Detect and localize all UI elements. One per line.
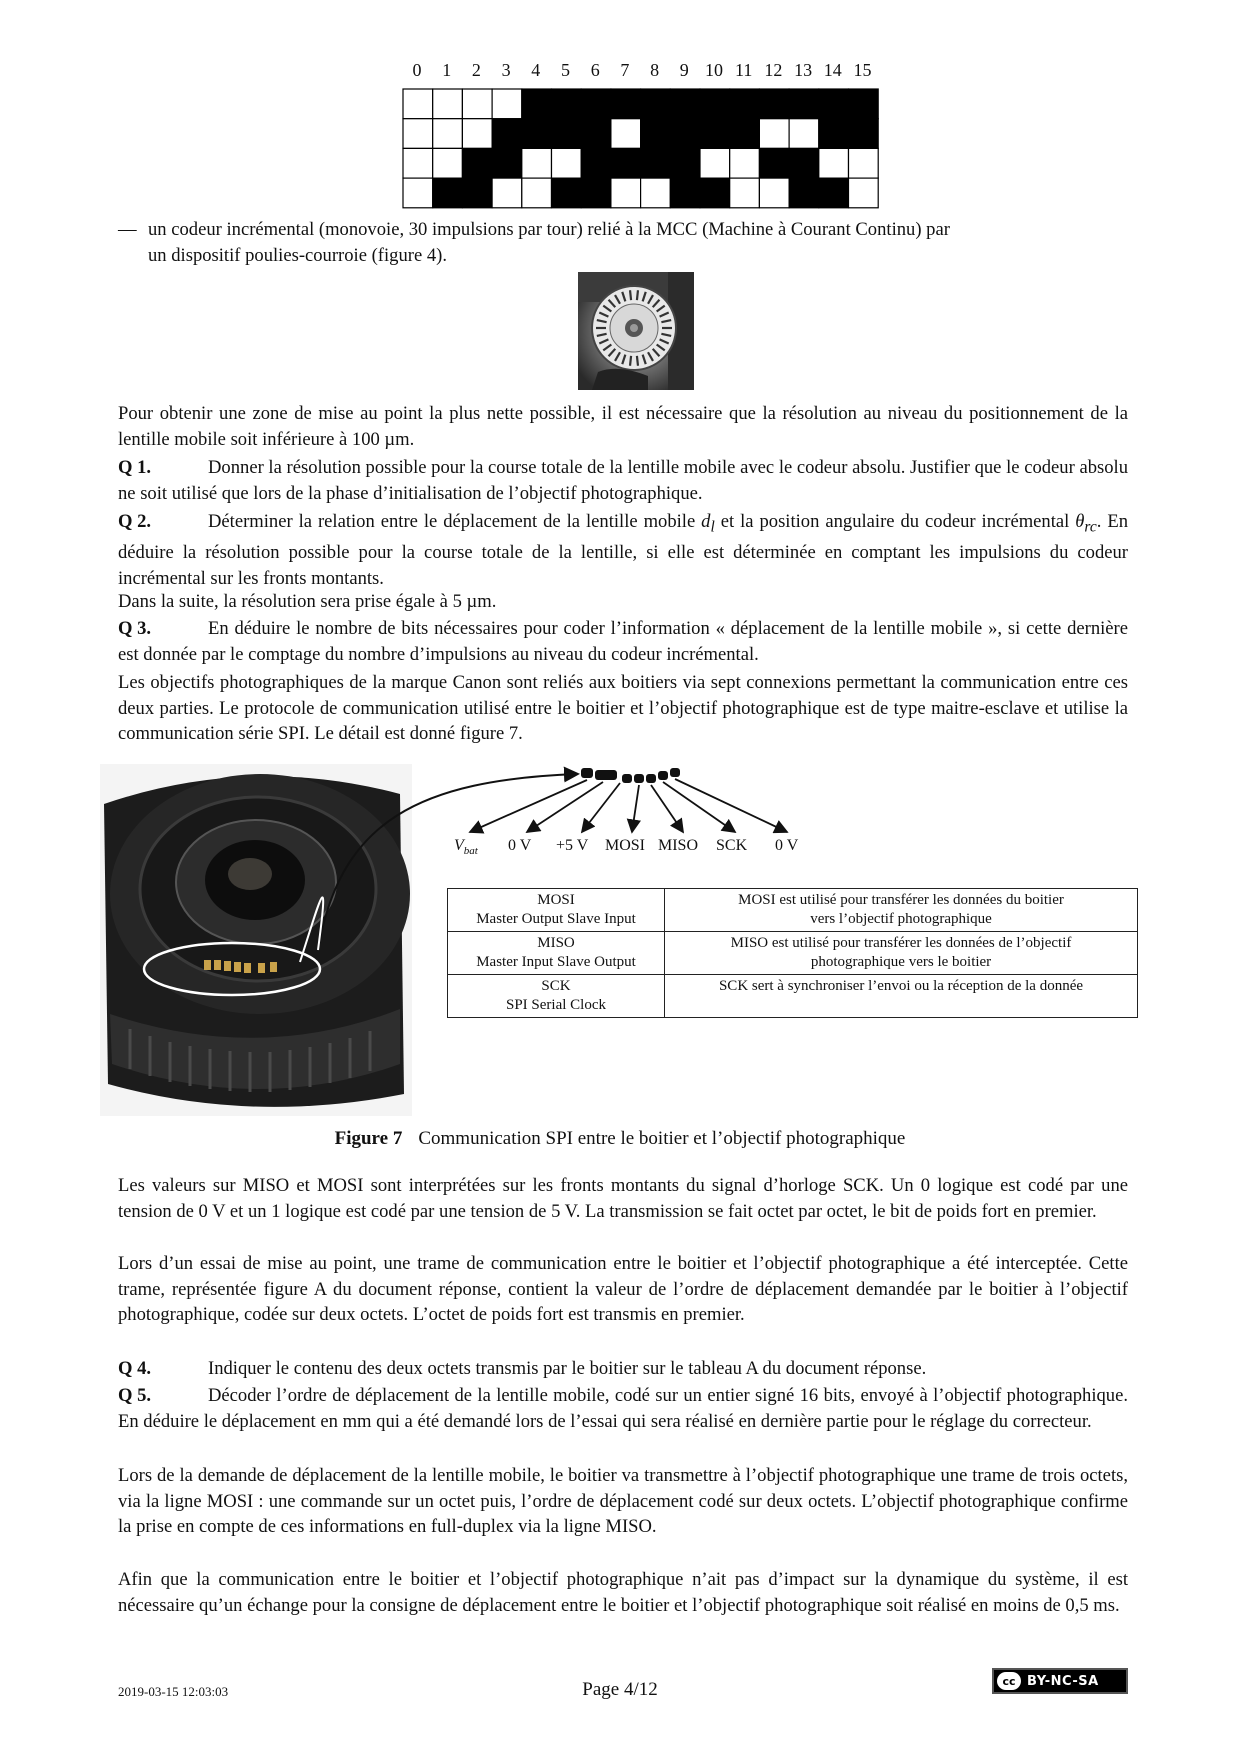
license-badge [992, 1668, 1128, 1694]
grid-column-label: 4 [531, 60, 541, 80]
spi-signals-table [447, 888, 1138, 1018]
question-3-text: En déduire le nombre de bits nécessaires pour coder l’information « déplacement de la lentille mobile », si cette dernière est donnée par le comptage du nombre d’impulsions au niveau du codeur incrémental. [118, 618, 1128, 665]
pin-label-5v: +5 V [556, 837, 589, 854]
grid-column-label: 14 [823, 60, 842, 80]
grid-column-label: 10 [705, 60, 723, 80]
question-3 [118, 616, 1128, 667]
grid-cell-black [759, 89, 789, 119]
table-row [448, 975, 1138, 1018]
resolution-note: Dans la suite, la résolution sera prise égale à 5 µm. [118, 591, 497, 612]
description-line: MISO est utilisé pour transférer les données de l’objectif [730, 935, 1072, 951]
question-4 [118, 1356, 1128, 1382]
grid-cell-black [641, 148, 671, 178]
grid-cell-white [462, 89, 492, 119]
table-row [448, 932, 1138, 975]
grid-cell-black [670, 119, 700, 149]
grid-cell-white [730, 178, 760, 208]
figure-caption [0, 1128, 1240, 1150]
grid-cell-white [759, 178, 789, 208]
signal-name: MISO [537, 935, 575, 951]
grid-cell-black [581, 178, 611, 208]
pin-label-sck: SCK [716, 837, 748, 854]
grid-cell-black [552, 119, 582, 149]
grid-cell-black [581, 148, 611, 178]
grid-column-label: 15 [853, 60, 872, 80]
signal-full-name: Master Output Slave Input [476, 911, 636, 927]
grid-cell-white [433, 148, 463, 178]
question-5-label: Q 5. [118, 1385, 152, 1406]
question-5-text: Décoder l’ordre de déplacement de la lentille mobile, codé sur un entier signé 16 bits, envoyé à l’objectif photographique. En déduire le déplacement en mm qui a été demandé lors de l’essai qui sera réalisé en dernière partie pour le réglage du correcteur. [118, 1385, 1128, 1432]
grid-cell-white [819, 148, 849, 178]
grid-column-label: 2 [471, 60, 481, 80]
grid-cell-white [641, 178, 671, 208]
question-2 [118, 509, 1128, 591]
license-text: BY-NC-SA [1027, 1673, 1099, 1689]
question-4-label: Q 4. [118, 1358, 152, 1379]
mosi-frame-paragraph: Lors de la demande de déplacement de la lentille mobile, le boitier va transmettre à l’objectif photographique une trame de trois octets, via la ligne MOSI : une commande sur un octet puis, l’ordre de déplacement codé sur deux octets. L’objectif photographique confirme la prise en compte de ces informations en full-duplex via la ligne MISO. [118, 1465, 1128, 1537]
incremental-encoder-bullet [118, 217, 1128, 268]
grid-cell-white [700, 148, 730, 178]
question-1-label: Q 1. [118, 457, 152, 478]
grid-cell-black [700, 119, 730, 149]
grid-cell-black [849, 119, 879, 149]
pin-label-vbat [454, 837, 478, 857]
grid-cell-black [849, 89, 879, 119]
description-cell [665, 975, 1138, 1018]
grid-cell-white [492, 89, 522, 119]
grid-cell-black [552, 89, 582, 119]
grid-cell-black [700, 89, 730, 119]
question-2-text-b: et la position angulaire du codeur incrémental [714, 511, 1076, 532]
table-row [448, 889, 1138, 932]
grid-column-label: 12 [764, 60, 783, 80]
grid-column-label: 6 [590, 60, 600, 80]
grid-cell-white [789, 119, 819, 149]
grid-cell-white [849, 148, 879, 178]
grid-cell-white [462, 119, 492, 149]
canon-paragraph: Les objectifs photographiques de la marque Canon sont reliés aux boitiers via sept connexions permettant la communication entre ces deux parties. Le protocole de communication utilisé entre le boitier et l’objectif photographique est de type maitre-esclave et utilise la communication série SPI. Le détail est donné figure 7. [118, 672, 1128, 744]
grid-cell-black [730, 89, 760, 119]
description-cell [665, 889, 1138, 932]
signal-full-name: Master Input Slave Output [476, 954, 636, 970]
question-5 [118, 1383, 1128, 1434]
absolute-encoder-code-table [402, 88, 879, 209]
pin-label-miso: MISO [658, 837, 699, 854]
grid-cell-black [641, 119, 671, 149]
question-2-label: Q 2. [118, 511, 152, 532]
grid-column-label: 8 [650, 60, 660, 80]
spi-levels-paragraph: Les valeurs sur MISO et MOSI sont interprétées sur les fronts montants du signal d’horloge SCK. Un 0 logique est codé par une tension de 0 V et un 1 logique est codé par une tension de 5 V. La transmission se fait octet par octet, le bit de poids fort en premier. [118, 1175, 1128, 1222]
var-theta-sub: rc [1084, 518, 1097, 536]
signal-name: MOSI [537, 892, 575, 908]
grid-cell-black [641, 89, 671, 119]
grid-cell-white [849, 178, 879, 208]
grid-column-label: 11 [735, 60, 753, 80]
pin-label-0v-1: 0 V [508, 837, 532, 854]
grid-cell-black [819, 119, 849, 149]
bullet-line-1: un codeur incrémental (monovoie, 30 impulsions par tour) relié à la MCC (Machine à Courant Continu) par [148, 219, 950, 240]
creative-commons-icon: cc [997, 1672, 1021, 1690]
grid-cell-black [462, 148, 492, 178]
pin-label-mosi: MOSI [605, 837, 646, 854]
grid-cell-black [789, 89, 819, 119]
grid-column-label: 3 [501, 60, 511, 80]
grid-cell-black [581, 89, 611, 119]
incremental-encoder-photo [578, 272, 694, 390]
grid-column-label: 7 [620, 60, 630, 80]
var-theta: θ [1075, 511, 1085, 532]
grid-cell-black [492, 119, 522, 149]
signal-name: SCK [541, 978, 571, 994]
pin-vbat-sub: bat [463, 845, 478, 858]
signal-cell [448, 932, 665, 975]
grid-cell-black [670, 178, 700, 208]
grid-cell-black [700, 178, 730, 208]
description-line: SCK sert à synchroniser l’envoi ou la réception de la donnée [718, 978, 1084, 994]
lens-mount-photo [100, 764, 412, 1116]
grid-cell-white [522, 178, 552, 208]
grid-cell-white [403, 89, 433, 119]
intro-paragraph: Pour obtenir une zone de mise au point la plus nette possible, il est nécessaire que la résolution au niveau du positionnement de la lentille mobile soit inférieure à 100 µm. [118, 403, 1128, 450]
grid-cell-black [522, 119, 552, 149]
var-dl: d [701, 511, 711, 532]
grid-cell-black [819, 178, 849, 208]
grid-cell-white [433, 119, 463, 149]
grid-cell-black [670, 148, 700, 178]
grid-cell-black [611, 148, 641, 178]
question-3-label: Q 3. [118, 618, 152, 639]
grid-cell-white [730, 148, 760, 178]
var-dl-sub: l [710, 518, 715, 536]
grid-column-label: 13 [794, 60, 813, 80]
signal-cell [448, 975, 665, 1018]
bullet-dash: — [118, 219, 137, 240]
description-line: MOSI est utilisé pour transférer les données du boitier [738, 892, 1064, 908]
grid-cell-white [552, 148, 582, 178]
grid-cell-black [611, 89, 641, 119]
grid-cell-black [819, 89, 849, 119]
bullet-line-2: un dispositif poulies-courroie (figure 4). [148, 244, 447, 266]
grid-cell-black [789, 148, 819, 178]
connector-pins [581, 768, 680, 783]
grid-cell-white [611, 119, 641, 149]
signal-full-name: SPI Serial Clock [506, 997, 606, 1013]
pin-label-0v-2: 0 V [775, 837, 799, 854]
grid-cell-black [670, 89, 700, 119]
code-grid-header [402, 60, 882, 82]
description-line: vers l’objectif photographique [810, 911, 992, 927]
grid-cell-white [403, 148, 433, 178]
figure-label: Figure 7 [334, 1128, 403, 1149]
question-2-text-c: . En déduire la résolution possible pour la course totale de la lentille, si elle est déterminée en comptant les impulsions du codeur incrémental sur les fronts montants. [118, 511, 1129, 589]
grid-column-label: 0 [412, 60, 422, 80]
description-line: photographique vers le boitier [810, 954, 992, 970]
grid-cell-white [403, 119, 433, 149]
grid-cell-white [759, 119, 789, 149]
grid-cell-black [789, 178, 819, 208]
question-2-text-a: Déterminer la relation entre le déplacement de la lentille mobile [208, 511, 702, 532]
figure-caption-text: Communication SPI entre le boitier et l’objectif photographique [418, 1128, 906, 1149]
timing-paragraph: Afin que la communication entre le boitier et l’objectif photographique n’ait pas d’impact sur la dynamique du système, il est nécessaire qu’un échange pour la consigne de déplacement entre le boitier et l’objectif photographique soit réalisé en moins de 0,5 ms. [118, 1569, 1128, 1616]
grid-cell-black [581, 119, 611, 149]
question-1-text: Donner la résolution possible pour la course totale de la lentille mobile avec le codeur absolu. Justifier que le codeur absolu ne soit utilisé que lors de la phase d’initialisation de l’objectif photographique. [118, 457, 1128, 504]
grid-cell-white [403, 178, 433, 208]
description-cell [665, 932, 1138, 975]
grid-cell-black [552, 178, 582, 208]
signal-cell [448, 889, 665, 932]
grid-cell-black [492, 148, 522, 178]
grid-cell-white [522, 148, 552, 178]
grid-cell-black [433, 178, 463, 208]
grid-cell-white [492, 178, 522, 208]
question-4-text: Indiquer le contenu des deux octets transmis par le boitier sur le tableau A du document réponse. [208, 1358, 927, 1379]
grid-column-label: 1 [442, 60, 452, 80]
grid-cell-black [462, 178, 492, 208]
footer-timestamp: 2019-03-15 12:03:03 [118, 1684, 229, 1699]
grid-column-label: 9 [679, 60, 689, 80]
grid-cell-white [433, 89, 463, 119]
grid-cell-black [730, 119, 760, 149]
grid-cell-black [759, 148, 789, 178]
page-number: Page 4/12 [582, 1679, 658, 1700]
frame-paragraph: Lors d’un essai de mise au point, une trame de communication entre le boitier et l’objectif photographique a été interceptée. Cette trame, représentée figure A du document réponse, contient la valeur de l’ordre de déplacement demandée par le boitier à l’objectif photographique, codée sur deux octets. L’octet de poids fort est transmis en premier. [118, 1253, 1128, 1325]
grid-cell-white [611, 178, 641, 208]
question-1 [118, 455, 1128, 506]
pin-vbat-main: V [454, 837, 464, 854]
grid-cell-black [522, 89, 552, 119]
grid-column-label: 5 [561, 60, 570, 80]
